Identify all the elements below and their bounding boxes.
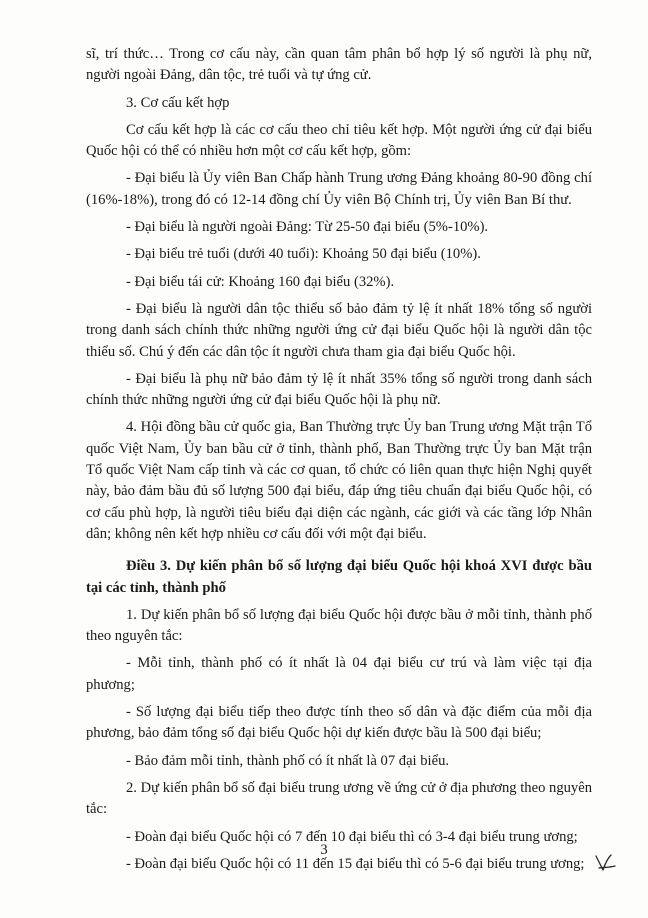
list-item-women: - Đại biểu là phụ nữ bảo đảm tỷ lệ ít nhất 35% tổng số người trong danh sách chính thức những người ứng cử đại biểu Quốc hội là phụ nữ. xyxy=(86,370,592,409)
list-item-reelected: - Đại biểu tái cử: Khoảng 160 đại biểu (32%). xyxy=(126,273,395,290)
document-body xyxy=(86,44,592,875)
list-item-central-committee: - Đại biểu là Ủy viên Ban Chấp hành Trung ương Đảng khoảng 80-90 đồng chí (16%-18%), trong đó có 12-14 đồng chí Ủy viên Bộ Chính trị, Ủy viên Ban Bí thư. xyxy=(86,170,592,208)
paragraph-central-delegates: 2. Dự kiến phân bổ số đại biểu trung ương về ứng cử ở địa phương theo nguyên tắc: xyxy=(86,779,592,818)
list-item-delegation-7-10: - Đoàn đại biểu Quốc hội có 7 đến 10 đại biểu thì có 3-4 đại biểu trung ương; xyxy=(126,828,578,845)
list-item-population-based: - Số lượng đại biểu tiếp theo được tính theo số dân và đặc điểm của mỗi địa phương, bảo đảm tổng số đại biểu Quốc hội dự kiến được bầu là 500 đại biểu; xyxy=(86,704,592,742)
list-item-delegation-11-15: - Đoàn đại biểu Quốc hội có 11 đến 15 đại biểu thì có 5-6 đại biểu trung ương; xyxy=(126,855,585,872)
paragraph-continuation: sĩ, trí thức… Trong cơ cấu này, cần quan tâm phân bổ hợp lý số người là phụ nữ, người ngoài Đảng, dân tộc, trẻ tuổi và tự ứng cử. xyxy=(86,46,592,84)
article-3-heading: Điều 3. Dự kiến phân bổ số lượng đại biểu Quốc hội khoá XVI được bầu tại các tỉnh, thành phố xyxy=(86,558,592,596)
list-item-young: - Đại biểu trẻ tuổi (dưới 40 tuổi): Khoảng 50 đại biểu (10%). xyxy=(126,246,481,263)
heading-combined-structure: 3. Cơ cấu kết hợp xyxy=(126,94,230,111)
page-number: 3 xyxy=(320,842,328,858)
paragraph-combined-structure: Cơ cấu kết hợp là các cơ cấu theo chỉ tiêu kết hợp. Một người ứng cử đại biểu Quốc hội có thể có nhiều hơn một cơ cấu kết hợp, gồm: xyxy=(86,121,592,160)
list-item-minimum-seven: - Bảo đảm mỗi tỉnh, thành phố có ít nhất là 07 đại biểu. xyxy=(126,752,450,769)
list-item-minimum-local: - Mỗi tỉnh, thành phố có ít nhất là 04 đại biểu cư trú và làm việc tại địa phương; xyxy=(86,655,592,693)
list-item-non-party: - Đại biểu là người ngoài Đảng: Từ 25-50 đại biểu (5%-10%). xyxy=(126,219,489,236)
paragraph-allocation-principle: 1. Dự kiến phân bổ số lượng đại biểu Quốc hội được bầu ở mỗi tỉnh, thành phố theo nguyên tắc: xyxy=(86,606,592,645)
handwritten-initial-icon xyxy=(593,852,617,874)
list-item-ethnic-minority: - Đại biểu là người dân tộc thiểu số bảo đảm tỷ lệ ít nhất 18% tổng số người trong danh sách chính thức những người ứng cử đại biểu Quốc hội là người dân tộc thiểu số. Chú ý đến các dân tộc ít người chưa tham gia đại biểu Quốc hội. xyxy=(86,300,592,360)
paragraph-election-council: 4. Hội đồng bầu cử quốc gia, Ban Thường trực Ủy ban Trung ương Mặt trận Tổ quốc Việt Nam, Ủy ban bầu cử ở tỉnh, thành phố, Ban Thường trực Ủy ban Mặt trận Tổ quốc Việt Nam cấp tỉnh và các cơ quan, tổ chức có liên quan thực hiện Nghị quyết này, bảo đảm bầu đủ số lượng 500 đại biểu, đáp ứng tiêu chuẩn đại biểu Quốc hội, có cơ cấu phù hợp, là người tiêu biểu đại diện các ngành, các giới và các tầng lớp Nhân dân; không nên kết hợp nhiều cơ cấu đối với một đại biểu. xyxy=(86,419,592,542)
